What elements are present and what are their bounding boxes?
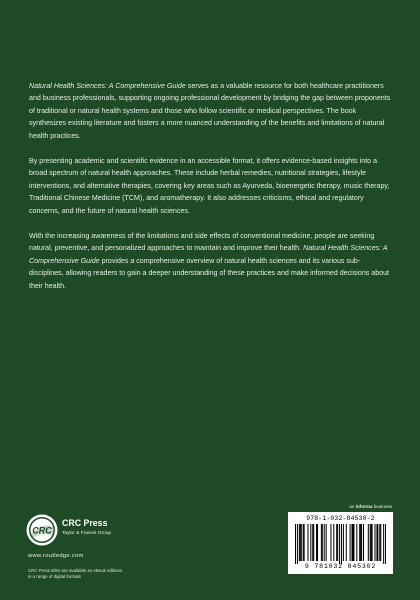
ebook-note-line: in a range of digital formats: [28, 574, 81, 579]
barcode-bar: [372, 524, 373, 561]
barcode-bars: [295, 524, 386, 564]
barcode-bar: [303, 524, 304, 561]
ean-number: 9 781032 845302: [304, 563, 377, 570]
informa-prefix: an: [349, 504, 356, 509]
barcode-bar: [297, 524, 298, 564]
barcode-bar: [375, 524, 376, 561]
barcode-bar: [370, 524, 371, 561]
isbn-number: 978-1-032-84530-2: [306, 515, 375, 522]
barcode-bar: [352, 524, 353, 561]
barcode-bar: [359, 524, 360, 561]
barcode-bar: [300, 524, 301, 561]
publisher-website-link[interactable]: www.routledge.com: [28, 553, 84, 559]
barcode-bar: [363, 524, 364, 561]
barcode-bar: [310, 524, 311, 561]
barcode-bar: [341, 524, 342, 564]
barcode-bar: [299, 524, 300, 561]
barcode-bar: [377, 524, 378, 561]
barcode-bar: [330, 524, 331, 561]
publisher-name: CRC Press: [62, 518, 108, 528]
barcode-bar: [353, 524, 354, 561]
barcode-bar: [304, 524, 305, 561]
crc-press-logo-icon: [26, 514, 58, 546]
barcode-bar: [361, 524, 362, 561]
isbn-barcode: [288, 512, 393, 574]
barcode-bar: [317, 524, 318, 561]
blurb-text: [29, 80, 393, 305]
barcode-bar: [360, 524, 361, 561]
ebook-note-line: CRC Press titles are available as eBook editions: [28, 568, 123, 573]
barcode-bar: [343, 524, 344, 561]
barcode-bar: [336, 524, 337, 561]
crc-logo-text: CRC: [32, 525, 52, 536]
barcode-bar: [307, 524, 308, 561]
book-title-italic: Natural Health Sciences: A Comprehensive Guide: [29, 82, 186, 90]
barcode-bar: [295, 524, 296, 564]
barcode-bar: [339, 524, 340, 564]
book-title-italic: Natural Health Sciences: A Comprehensive Guide: [29, 244, 388, 265]
blurb-paragraph-3: [29, 230, 393, 292]
barcode-bar: [379, 524, 380, 561]
barcode-bar: [333, 524, 334, 561]
blurb-paragraph-2: [29, 155, 393, 217]
barcode-bar: [385, 524, 386, 564]
barcode-bar: [326, 524, 327, 561]
barcode-bar: [337, 524, 338, 561]
barcode-bar: [368, 524, 369, 561]
barcode-bar: [312, 524, 313, 561]
ebook-note: [28, 568, 122, 580]
barcode-bar: [301, 524, 302, 561]
barcode-bar: [376, 524, 377, 561]
informa-suffix: business: [372, 504, 392, 509]
barcode-bar: [350, 524, 351, 561]
barcode-bar: [316, 524, 317, 561]
publisher-group: Taylor & Francis Group: [62, 531, 112, 536]
blurb-paragraph-1: [29, 80, 393, 142]
barcode-bar: [313, 524, 314, 561]
barcode-bar: [356, 524, 357, 561]
barcode-bar: [371, 524, 372, 561]
barcode-bar: [321, 524, 322, 561]
informa-business-tag: [349, 504, 392, 509]
paragraph-text: With the increasing awareness of the limitations and side effects of conventional medicine, people are seeking natural, preventive, and personalized approaches to maintain and improve their health.: [29, 232, 375, 253]
paragraph-text: serves as a valuable resource for both healthcare practitioners and business professionals, supporting ongoing professional development by bridging the gap between proponents of traditional or natural health systems and those who follow scientific or medical perspectives. The book synthesizes existing literature and fosters a more nuanced understanding of the benefits and limitations of natural health practices.: [29, 82, 391, 140]
barcode-bar: [322, 524, 323, 561]
barcode-bar: [383, 524, 384, 564]
barcode-bar: [324, 524, 325, 561]
paragraph-text: provides a comprehensive overview of natural health sciences and its various sub-disciplines, allowing readers to gain a deeper understanding of these practices and make informed decisions about their health.: [29, 256, 390, 290]
paragraph-text: By presenting academic and scientific evidence in an accessible format, it offers evidence-based insights into a broad spectrum of natural health approaches. These include herbal remedies, nutritional strategies, lifestyle interventions, and alternative therapies, covering key areas such as Ayurveda, bioenergetic therapy, music therapy, Traditional Chinese Medicine (TCM), and aromatherapy. It also addresses criticisms, ethical and regulatory concerns, and the future of natural health sciences.: [29, 157, 390, 215]
barcode-bar: [352, 524, 353, 561]
barcode-bar: [346, 524, 347, 561]
barcode-bar: [380, 524, 381, 561]
informa-brand: informa: [355, 504, 373, 509]
